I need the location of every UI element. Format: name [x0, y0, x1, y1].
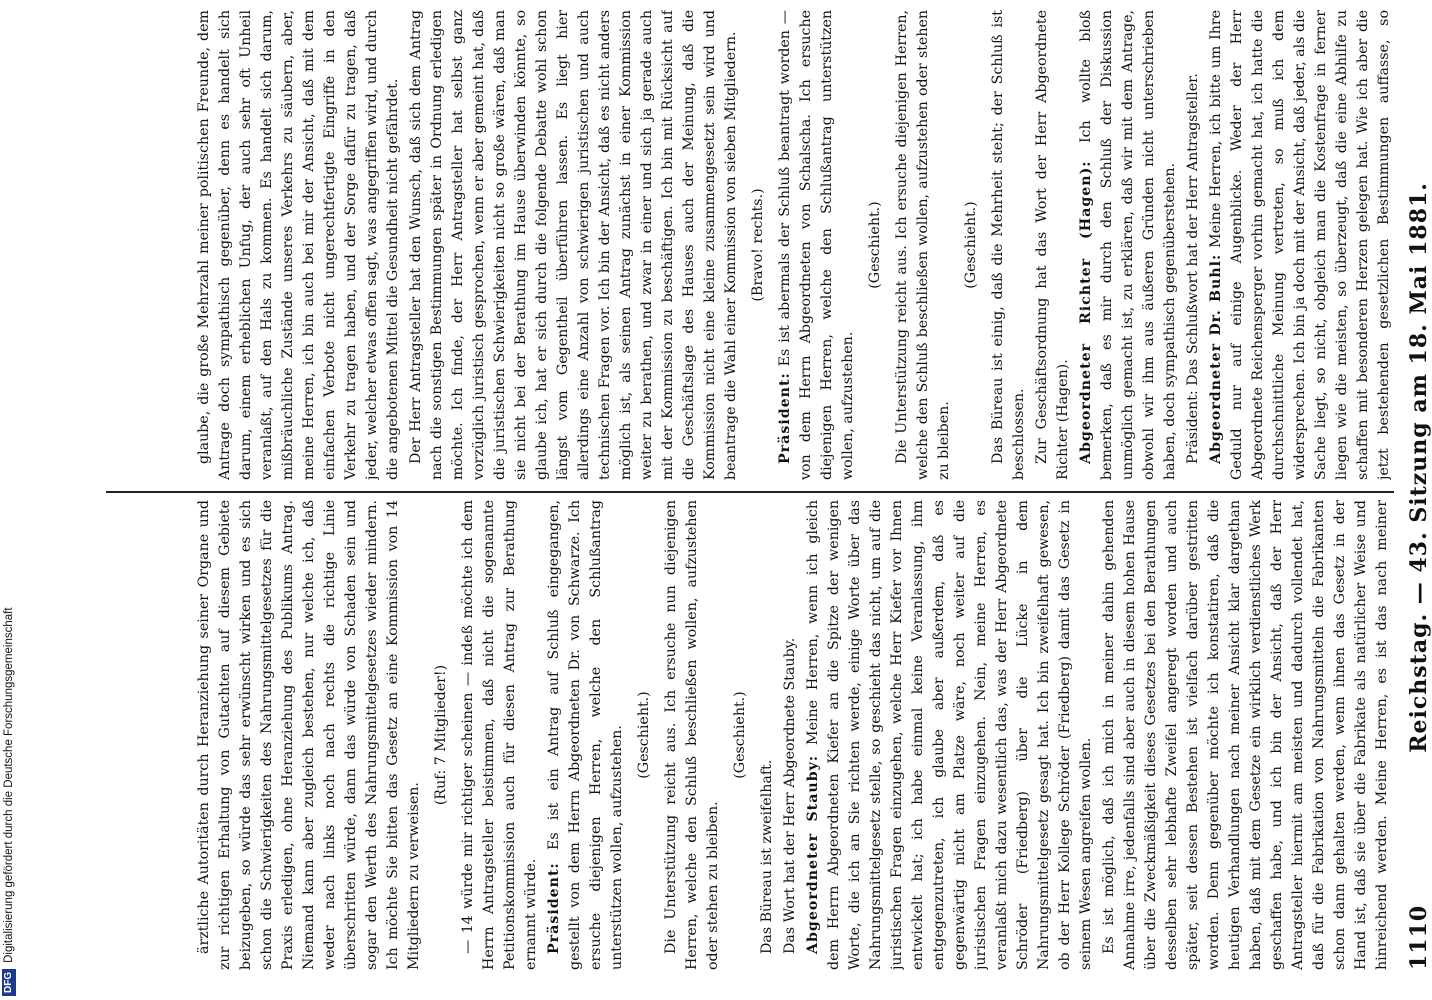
- speaker-paragraph: [544, 500, 628, 970]
- paragraph: Die Unterstützung reicht aus. Ich ersuche diejenigen Herren, welche den Schluß beschließen wollen, aufzustehen oder stehen zu bleiben.: [894, 10, 952, 480]
- speaker-name: Abgeordneter Stauby:: [805, 754, 821, 954]
- page-number: 1110: [1406, 904, 1432, 970]
- speech-text: Es ist ein Antrag auf Schluß eingegangen, gestellt von dem Herrn Abgeordneten Dr. von Schwarze. Ich ersuche diejenigen Herren, welche den Schlußantrag unterstützen wollen, aufzustehen.: [546, 500, 625, 970]
- speaker-name: Präsident:: [777, 372, 793, 464]
- paragraph: Das Wort hat der Herr Abgeordnete Stauby.: [782, 637, 798, 954]
- stage-direction: (Geschieht.): [732, 691, 748, 779]
- speaker-name: Abgeordneter Richter (Hagen):: [1078, 160, 1094, 464]
- rotated-page-content: [100, 0, 1432, 1000]
- paragraph: Zur Geschäftsordnung hat das Wort der Herr Abgeordnete Richter (Hagen).: [1034, 10, 1071, 480]
- speech-text: Meine Herren, ich bitte um Ihre Geduld nur auf einige Augenblicke. Weder der Herr Abgeordnete Reichensperger vorhin gemacht hat, ich hatte die durchschnittliche Meinung vertreten, so muß ich dem widersprechen. Ich bin ja doch mit der Ansicht, daß jeder, als die Sache liegt, so nicht, obgleich man die Kostenfrage in ferner liegen wie die meisten, so überzeugt, daß die eine Abhilfe zu schaffen mit besonderen Herzen gelegen hat. Wie ich aber die jetzt bestehenden gesetzlichen Bestimmungen auffasse, so: [1208, 10, 1392, 480]
- footer-wrapper: [0, 0, 18, 1000]
- paragraph: glaube, die große Mehrzahl meiner politischen Freunde, dem Antrage doch sympathisch gegenüber, denn es handelt sich darum, einem erheblichen Unfug, der auch sehr oft Unheil veranlaßt, auf den Hals zu kommen. Es handelt sich darum, mißbräuchliche Zustände unseres Verkehrs zu säubern, aber, meine Herren, ich bin auch bei mir der Ansicht, daß mit dem einfachen Verbote nicht ungerechtfertigte Eingriffe in den Verkehr zu tragen haben, und der Sorge dafür zu tragen, daß jeder, welcher etwas offen sagt, was angegriffen wird, und durch die angebotenen Mittel die Gesundheit nicht gefährdet.: [196, 10, 401, 480]
- speaker-paragraph: [1076, 10, 1181, 480]
- footer-text: Digitalisierung gefördert durch die Deutsche Forschungsgemeinschaft: [3, 607, 15, 963]
- paragraph: Die Unterstützung reicht aus. Ich ersuche nun diejenigen Herren, welche den Schluß beschließen wollen, aufzustehen oder stehen zu bleiben.: [663, 500, 721, 970]
- stage-direction: (Geschieht.): [963, 201, 979, 289]
- left-column: [194, 500, 1394, 970]
- dfg-logo: DFG: [2, 969, 16, 996]
- speech-text: Ich wollte bloß bemerken, daß es mir durch den Schluß der Diskussion unmöglich gemacht ist, zu erklären, daß wir mit dem Antrage, obwohl wir ihm aus äußeren Gründen nicht unterschrieben haben, doch sympathisch gegenüberstehen.: [1078, 10, 1178, 480]
- column-divider: [106, 491, 1394, 493]
- paragraph: Präsident: Das Schlußwort hat der Herr Antragsteller.: [1185, 73, 1201, 464]
- digitization-footer: [0, 0, 18, 1000]
- paragraph: Es ist möglich, daß ich mich in meiner dahin gehenden Annahme irre, jedenfalls sind aber auch in diesem hohen Hause über die Zweckmäßigkeit dieses Gesetzes bei den Berathungen desselben sehr lebhafte Zweifel angeregt worden und auch später, seit dessen Bestehen ist vielfach darüber gestritten worden. Denn gegenüber möchte ich konstatiren, daß die heutigen Verhandlungen nach meiner Ansicht klar dargethan haben, daß mit dem Gesetze ein wirklich verdienstliches Werk geschaffen habe, und ich bin der Ansicht, daß der Herr Antragsteller hiermit am meisten und dadurch vollendet hat, daß für die Fabrikation von Nahrungsmitteln die Fabrikanten schon dann gehalten werden, wenn ihnen das Gesetz in der Hand ist, daß sie über die Fabrikate als natürlicher Weise und hinreichend werden. Meine Herren, es ist das nach meiner: [1101, 500, 1390, 970]
- page-header: [1400, 0, 1432, 1000]
- speaker-name: Abgeordneter Dr. Buhl:: [1208, 253, 1224, 464]
- speech-text: Es ist abermals der Schluß beantragt worden — von dem Herrn Abgeordneten von Schalscha. Ich ersuche diejenigen Herren, welche den Schlußantrag unterstützen wollen, aufzustehen.: [777, 10, 856, 480]
- speaker-name: Präsident:: [546, 862, 562, 954]
- paragraph: — 14 würde mir richtiger scheinen — indeß möchte ich dem Herrn Antragsteller beistimmen, daß nicht die sogenannte Petitionskommission auch für diesen Antrag zur Berathung ernannt würde.: [460, 500, 539, 970]
- stage-direction: (Geschieht.): [636, 691, 652, 779]
- stage-direction: (Ruf: 7 Mitglieder!): [433, 664, 449, 806]
- speaker-paragraph: [1206, 10, 1394, 480]
- right-column: [194, 10, 1394, 480]
- stage-direction: (Geschieht.): [867, 201, 883, 289]
- speech-text: Meine Herren, wenn ich gleich dem Herrn Abgeordneten Kiefer an die Spitze der wenigen Worte, die ich an Sie richten werde, einige Worte über das Nahrungsmittelgesetz stelle, so geschieht das nicht, um auf die juristischen Fragen einzugehen, welche Herr Kiefer vor Ihnen entwickelt hat; ich habe einmal keine Veranlassung, ihm entgegenzutreten, ich glaube aber außerdem, daß es gegenwärtig nicht am Platze wäre, noch weiter auf die juristischen Fragen einzugehen. Nein, meine Herren, es veranlaßt mich dazu wesentlich das, was der Herr Abgeordnete Schröder (Friedberg) über die Lücke in dem Nahrungsmittelgesetz gesagt hat. Ich bin zweifelhaft gewesen, ob der Herr Kollege Schröder (Friedberg) damit das Gesetz in seinem Wesen angreifen wollen.: [805, 500, 1094, 970]
- paragraph: Der Herr Antragsteller hat den Wunsch, daß sich dem Antrag nach die sonstigen Bestimmungen später in Ordnung erledigen möchte. Ich finde, der Herr Antragsteller hat selbst ganz vorzüglich juristisch gesprochen, wenn er aber gemeint hat, daß die juristischen Schwierigkeiten nicht so große wären, daß man sie nicht bei der Berathung im Hause überwinden könnte, so glaube ich, hat er sich durch die folgende Debatte wohl schon längst vom Gegentheil überführen lassen. Es liegt hier allerdings eine Anzahl von schwierigen juristischen und auch technischen Fragen vor. Ich bin der Ansicht, daß es nicht anders möglich ist, als seinen Antrag zunächst in einer Kommission weiter zu berathen, und zwar in einer und sich ja gerade auch mit der Kommission zu beschäftigen. Ich bin mit Rücksicht auf die Geschäftslage des Hauses auch der Meinung, daß die Kommission nicht eine kleine zusammengesetzt sein wird und beantrage die Wahl einer Kommission von sieben Mitgliedern.: [408, 10, 739, 480]
- paragraph: ärztliche Autoritäten durch Heranziehung seiner Organe und zur richtigen Erhaltung von Gutachten auf diesem Gebiete beizugeben, so würde das sehr erwünscht wirken und es sich schon die Schwierigkeiten des Nahrungsmittelgesetzes für die Praxis erledigen, ohne Heranziehung des Publikums Antrag. Niemand kann aber zugleich bestehen, nur welche ich, daß weder nach links noch nach rechts die richtige Linie überschritten würde, dann das würde von Schaden sein und sogar den Werth des Nahrungsmittelgesetzes wieder mindern. Ich möchte Sie bitten das Gesetz an eine Kommission von 14 Mitgliedern zu verweisen.: [196, 500, 422, 970]
- speaker-paragraph: [775, 10, 859, 480]
- page-title: Reichstag. — 43. Sitzung am 18. Mai 1881.: [1406, 182, 1432, 753]
- paragraph: Das Büreau ist einig, daß die Mehrheit steht; der Schluß ist beschlossen.: [990, 10, 1027, 480]
- paragraph: Das Büreau ist zweifelhaft.: [759, 759, 775, 954]
- speaker-paragraph: [803, 500, 1097, 970]
- stage-direction: (Bravo! rechts.): [750, 188, 766, 302]
